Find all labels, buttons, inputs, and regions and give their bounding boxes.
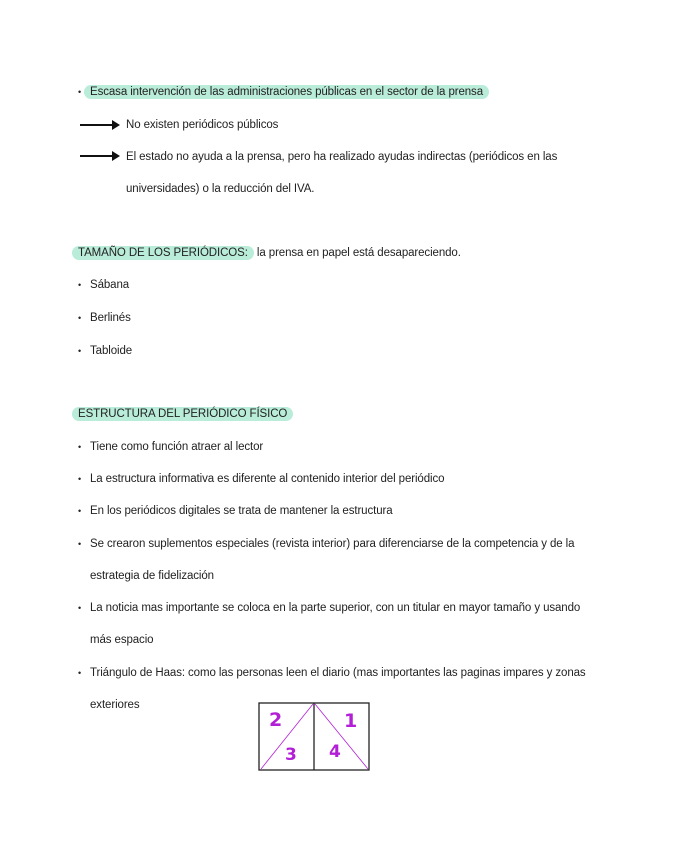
haas-triangle-diagram — [258, 702, 370, 772]
estructura-heading: ESTRUCTURA DEL PERIÓDICO FÍSICO — [72, 407, 293, 421]
list-item-continuation: exteriores — [90, 699, 140, 711]
list-item: • La estructura informativa es diferente al contenido interior del periódico — [90, 472, 444, 486]
intervencion-heading-highlight: Escasa intervención de las administraciones públicas en el sector de la prensa — [84, 85, 489, 99]
list-item: • Se crearon suplementos especiales (revista interior) para diferenciarse de la competencia y de la — [90, 537, 574, 551]
diagram-diagonal-right — [315, 704, 368, 769]
diagram-label-4: 4 — [329, 742, 341, 762]
tamano-heading: TAMAÑO DE LOS PERIÓDICOS: — [72, 246, 254, 260]
arrow-item-1: No existen periódicos públicos — [126, 119, 279, 131]
arrow-item-2-line1: El estado no ayuda a la prensa, pero ha realizado ayudas indirectas (periódicos en las — [126, 151, 558, 163]
estructura-heading-line — [78, 407, 293, 421]
tamano-paragraph — [78, 246, 461, 260]
list-item: • Tabloide — [90, 344, 132, 358]
intervencion-heading — [90, 85, 489, 99]
list-item: • Berlinés — [90, 311, 131, 325]
arrow-item-2-line2: universidades) o la reducción del IVA. — [126, 183, 315, 195]
list-item: • Tiene como función atraer al lector — [90, 440, 263, 454]
diagram-label-3: 3 — [285, 745, 297, 765]
list-item-continuation: estrategia de fidelización — [90, 570, 214, 582]
list-item-continuation: más espacio — [90, 634, 154, 646]
list-item: • En los periódicos digitales se trata de mantener la estructura — [90, 504, 393, 518]
list-item: • Triángulo de Haas: como las personas leen el diario (mas importantes las paginas impares y zonas — [90, 666, 586, 680]
list-item: • La noticia mas importante se coloca en la parte superior, con un titular en mayor tamaño y usando — [90, 601, 580, 615]
tamano-text: la prensa en papel está desapareciendo. — [253, 247, 461, 259]
diagram-label-1: 1 — [344, 710, 358, 732]
diagram-label-2: 2 — [269, 709, 283, 731]
list-item: • Sábana — [90, 278, 129, 292]
